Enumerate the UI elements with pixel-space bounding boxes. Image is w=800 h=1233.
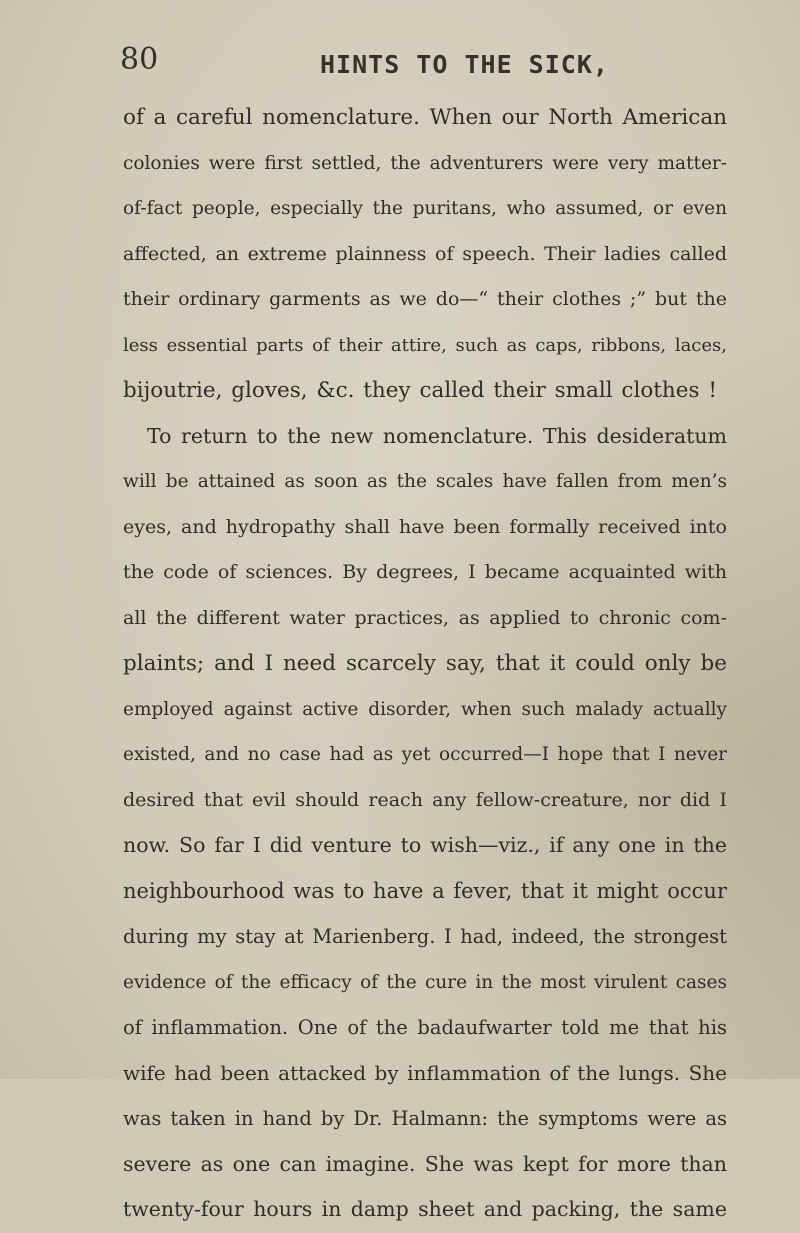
text-line: was taken in hand by Dr. Halmann: the symptoms were as — [123, 1107, 727, 1130]
text-line: twenty-four hours in damp sheet and packing, the same — [123, 1197, 727, 1221]
text-line: desired that evil should reach any fellow-creature, nor did I — [123, 788, 727, 811]
text-line: affected, an extreme plainness of speech. Their ladies called — [123, 242, 727, 265]
text-line: all the different water practices, as applied to chronic com- — [123, 606, 727, 629]
text-line: the code of sciences. By degrees, I became acquainted with — [123, 561, 727, 583]
text-line: now. So far I did venture to wish—viz., if any one in the — [123, 833, 727, 857]
text-line: wife had been attacked by inflammation of the lungs. She — [123, 1060, 727, 1085]
text-line: of-fact people, especially the puritans, who assumed, or even — [123, 198, 727, 219]
text-line: of inflammation. One of the badaufwarter told me that his — [123, 1016, 727, 1039]
text-line: colonies were first settled, the adventurers were very matter- — [123, 152, 727, 174]
text-line: of a careful nomenclature. When our North American — [123, 105, 727, 130]
text-line: neighbourhood was to have a fever, that it might occur — [123, 878, 727, 903]
text-line: eyes, and hydropathy shall have been formally received into — [123, 515, 727, 538]
text-line: employed against active disorder, when such malady actually — [123, 698, 727, 720]
text-line: evidence of the efficacy of the cure in the most virulent cases — [123, 971, 727, 993]
text-line: during my stay at Marienberg. I had, indeed, the strongest — [123, 925, 727, 948]
body-text — [123, 95, 727, 1233]
text-line: bijoutrie, gloves, &c. they called their small clothes ! — [123, 378, 718, 403]
text-line: less essential parts of their attire, such as caps, ribbons, laces, — [123, 334, 727, 356]
running-head — [120, 42, 730, 82]
text-line: their ordinary garments as we do—“ their clothes ;” but the — [123, 288, 727, 310]
running-title: HINTS TO THE SICK, — [320, 50, 609, 79]
paragraph-start-line: To return to the new nomenclature. This desideratum — [147, 423, 727, 448]
page-number: 80 — [120, 42, 159, 77]
text-line: will be attained as soon as the scales have fallen from men’s — [123, 471, 727, 492]
text-line: plaints; and I need scarcely say, that it could only be — [123, 651, 727, 676]
text-line: severe as one can imagine. She was kept for more than — [123, 1151, 727, 1176]
text-line: existed, and no case had as yet occurred—I hope that I never — [123, 744, 727, 765]
